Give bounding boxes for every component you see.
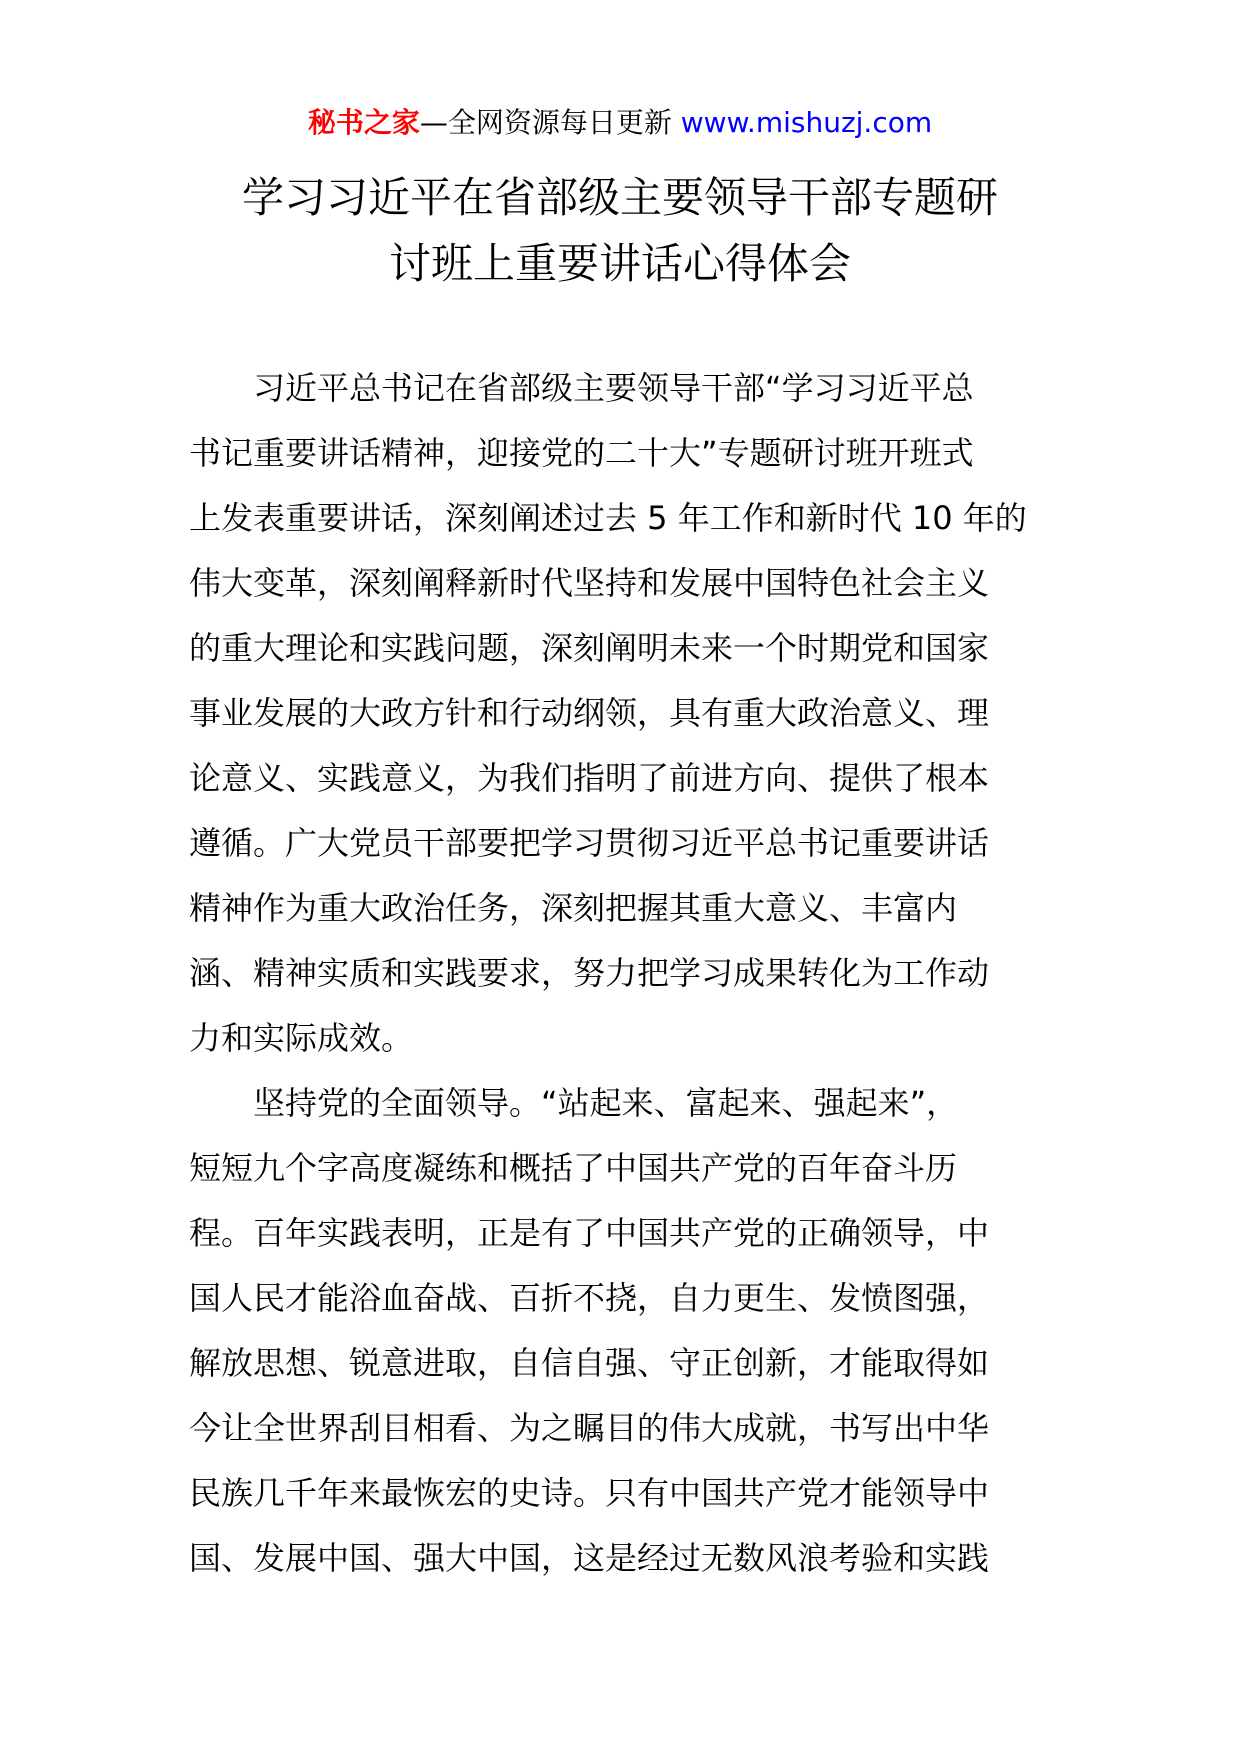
paragraph-line: 民族几千年来最恢宏的史诗。只有中国共产党才能领导中 <box>189 1474 990 1512</box>
site-tagline: —全网资源每日更新 <box>419 106 681 139</box>
paragraph-line: 力和实际成效。 <box>189 1019 414 1057</box>
document-title-line-2: 讨班上重要讲话心得体会 <box>388 239 851 288</box>
paragraph-line: 解放思想、锐意进取，自信自强、守正创新，才能取得如 <box>189 1344 990 1382</box>
paragraph-line: 短短九个字高度凝练和概括了中国共产党的百年奋斗历 <box>189 1149 958 1187</box>
paragraph-line: 坚持党的全面领导。“站起来、富起来、强起来”， <box>253 1084 959 1122</box>
site-brand: 秘书之家 <box>307 106 420 139</box>
paragraph-2 <box>189 1071 1061 1591</box>
paragraph-line: 论意义、实践意义，为我们指明了前进方向、提供了根本 <box>189 759 990 797</box>
site-url-link[interactable]: www.mishuzj.com <box>680 106 933 139</box>
paragraph-line: 伟大变革，深刻阐释新时代坚持和发展中国特色社会主义 <box>189 564 990 602</box>
paragraph-line: 国、发展中国、强大中国，这是经过无数风浪考验和实践 <box>189 1539 990 1577</box>
paragraph-line: 遵循。广大党员干部要把学习贯彻习近平总书记重要讲话 <box>189 824 990 862</box>
document-title <box>150 165 1090 297</box>
paragraph-line: 今让全世界刮目相看、为之瞩目的伟大成就，书写出中华 <box>189 1409 990 1447</box>
document-body <box>189 356 1061 1591</box>
paragraph-line: 事业发展的大政方针和行动纲领，具有重大政治意义、理 <box>189 694 990 732</box>
paragraph-line: 国人民才能浴血奋战、百折不挠，自力更生、发愤图强， <box>189 1279 990 1317</box>
paragraph-line: 上发表重要讲话，深刻阐述过去 5 年工作和新时代 10 年的 <box>189 499 1027 537</box>
paragraph-line: 精神作为重大政治任务，深刻把握其重大意义、丰富内 <box>189 889 958 927</box>
paragraph-1 <box>189 356 1061 1071</box>
paragraph-line: 涵、精神实质和实践要求，努力把学习成果转化为工作动 <box>189 954 990 992</box>
paragraph-line: 习近平总书记在省部级主要领导干部“学习习近平总 <box>253 369 974 407</box>
paragraph-line: 书记重要讲话精神，迎接党的二十大”专题研讨班开班式 <box>189 434 974 472</box>
site-header <box>0 103 1240 143</box>
paragraph-line: 的重大理论和实践问题，深刻阐明未来一个时期党和国家 <box>189 629 990 667</box>
document-title-line-1: 学习习近平在省部级主要领导干部专题研 <box>241 173 998 222</box>
paragraph-line: 程。百年实践表明，正是有了中国共产党的正确领导，中 <box>189 1214 990 1252</box>
